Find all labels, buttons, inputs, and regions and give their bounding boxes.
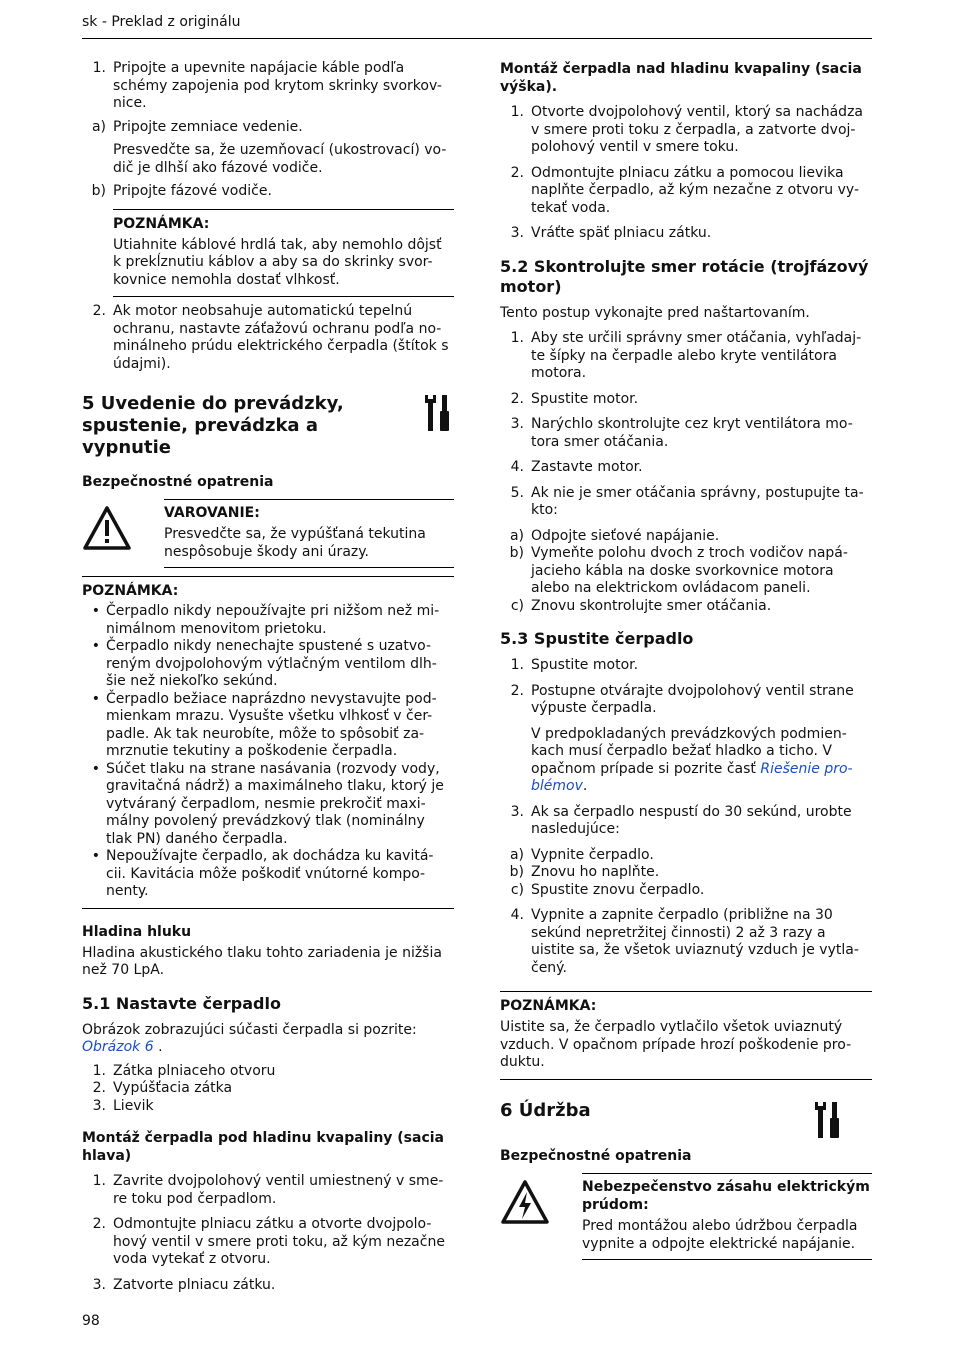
subheading: Hladina hluku [82,923,192,940]
list-item: b) Pripojte fázové vodiče. [91,183,272,199]
list-item: 1. Pripojte a upevnite napájacie káble podľa schémy zapojenia pod krytom skrinky svorkov- nice. [92,60,442,111]
right-column [500,60,872,1260]
list-item: 3. Ak sa čerpadlo nespustí do 30 sekúnd, urobte nasledujúce: [510,803,852,837]
warning-triangle-icon [82,499,164,568]
list-item: c) Znovu skontrolujte smer otáčania. [510,597,772,614]
list-item: b) Vymeňte polohu dvoch z troch vodičov napá- jacieho kábla na doske svorkovnice motora alebo na elektrickom ovládacom paneli. [509,545,848,596]
danger-title: Nebezpečenstvo zásahu elektrickým prúdom: [582,1179,870,1213]
section-title: 5.2 Skontrolujte smer rotácie (trojfázový motor) [500,256,869,296]
note-text: Uistite sa, že čerpadlo vytlačilo všetok uviaznutý vzduch. V opačnom prípade hrozí poškodenie pro- duktu. [500,1019,852,1070]
subheading: Bezpečnostné opatrenia [500,1148,692,1164]
subheading: Bezpečnostné opatrenia [82,474,274,490]
warning-title: VAROVANIE: [164,505,260,521]
bullet-item: • Čerpadlo nikdy nenechajte spustené s uzatvo- reným dvojpolohovým výtlačným ventilom dlh- šie než niekoľko sekúnd. [91,638,437,689]
section-title: 5.3 Spustite čerpadlo [500,629,694,648]
bullet-item: • Nepoužívajte čerpadlo, ak dochádza ku kavitá- cii. Kavitácia môže poškodiť vnútorné kompo- nenty. [91,848,434,899]
list-item: 1. Otvorte dvojpolohový ventil, ktorý sa nachádza v smere proti toku z čerpadla, a zatvorte dvoj- polohový ventil v smere toku. [510,104,863,155]
list-item: 3. Lievik [92,1097,154,1114]
paragraph: Obrázok zobrazujúci súčasti čerpadla si pozrite: Obrázok 6 . [82,1021,417,1055]
subheading: Montáž čerpadla pod hladinu kvapaliny (sacia hlava) [82,1130,445,1164]
note-box [82,576,454,909]
note-box [113,209,454,298]
list-item: 5. Ak nie je smer otáčania správny, postupujte ta- kto: [510,484,864,518]
list-item: a) Vypnite čerpadlo. [509,846,654,863]
tools-icon [812,1100,844,1146]
list-item: a) Pripojte zemniace vedenie. [91,118,303,135]
list-item: 4. Zastavte motor. [510,459,643,475]
list-item: 2. Odmontujte plniacu zátku a pomocou lievika naplňte čerpadlo, až kým nezačne z otvoru vy- tekať voda. [510,164,859,216]
list-item: 2. Spustite motor. [510,390,639,407]
paragraph: Hladina akustického tlaku tohto zariadenia je nižšia než 70 LpA. [82,944,442,978]
page-number: 98 [82,1313,100,1329]
paragraph: Tento postup vykonajte pred naštartovaním. [500,304,810,321]
danger-text: Pred montážou alebo údržbou čerpadla vypnite a odpojte elektrické napájanie. [582,1218,858,1252]
list-item: 3. Narýchlo skontrolujte cez kryt ventilátora mo- tora smer otáčania. [510,416,853,450]
warning-block [82,499,454,568]
electric-hazard-icon [500,1173,582,1260]
page-header: sk - Preklad z originálu [82,14,241,30]
list-item-detail: Presvedčte sa, že uzemňovací (ukostrovací) vo- dič je dlhší ako fázové vodiče. [113,142,447,176]
section-title: 5 Uvedenie do prevádzky, spustenie, prevádzka a vypnutie [82,393,344,458]
list-item: 1. Zátka plniaceho otvoru [92,1062,276,1079]
note-box [500,991,872,1080]
list-item: 4. Vypnite a zapnite čerpadlo (približne na 30 sekúnd nepretržitej činnosti) 2 až 3 razy a uistite sa, že všetok uviaznutý vzduch je vytla- čený. [510,907,859,976]
list-item: 2. Vypúšťacia zátka [92,1080,233,1096]
bullet-item: • Čerpadlo bežiace naprázdno nevystavujte pod- mienkam mrazu. Vysušte všetku vlhkosť v čer- padle. Ak tak neurobíte, môže to spôsobiť za- mrznutie tekutiny a poškodenie čerpadla. [91,690,437,759]
list-item: b) Znovu ho naplňte. [509,864,660,880]
list-item: 1. Zavrite dvojpolohový ventil umiestnený v sme- re toku pod čerpadlom. [92,1173,444,1207]
list-item: c) Spustite znovu čerpadlo. [510,881,705,898]
list-item: 3. Vráťte späť plniacu zátku. [510,225,712,241]
list-item: a) Odpojte sieťové napájanie. [509,527,720,544]
list-item: 2. Ak motor neobsahuje automatickú tepelnú ochranu, nastavte záťažovú ochranu podľa no- minálneho prúdu elektrického čerpadla (štítok s údajmi). [92,303,449,372]
danger-block [500,1173,872,1260]
list-item-detail: V predpokladaných prevádzkových podmien- kach musí čerpadlo bežať hladko a ticho. V opačnom prípade si pozrite časť Riešenie pro- blémov. [531,725,853,794]
list-item: 2. Odmontujte plniacu zátku a otvorte dvojpolo- hový ventil v smere proti toku, až kým nezačne voda vytekať z otvoru. [92,1216,445,1267]
section-5-heading [82,393,454,459]
list-item: 1. Aby ste určili správny smer otáčania, vyhľadaj- te šípky na čerpadle alebo kryte ventilátora motora. [510,330,862,381]
left-column [82,60,454,1294]
note-text: Utiahnite káblové hrdlá tak, aby nemohlo dôjsť k prekĺznutiu káblov a aby sa do skrinky svor- kovnice nemohla dostať vlhkosť. [113,236,442,288]
list-item: 1. Spustite motor. [510,657,639,673]
note-title: POZNÁMKA: [113,215,210,232]
note-title: POZNÁMKA: [500,998,597,1014]
list-item: 3. Zatvorte plniacu zátku. [92,1276,276,1293]
tools-icon [422,393,454,439]
section-6-heading [500,1100,872,1146]
subheading: Montáž čerpadla nad hladinu kvapaliny (sacia výška). [500,61,862,95]
bullet-item: • Súčet tlaku na strane nasávania (rozvody vody, gravitačná nádrž) a maximálneho tlaku, ktorý je vytváraný čerpadlom, nesmie prekročiť maxi- málny povolený prevádzkový tlak (nominálny tlak PN) daného čerpadla. [91,760,444,847]
warning-text: Presvedčte sa, že vypúšťaná tekutina nespôsobuje škody ani úrazy. [164,526,426,560]
danger-body [582,1173,872,1260]
header-rule [82,38,872,39]
bullet-item: • Čerpadlo nikdy nepoužívajte pri nižšom než mi- nimálnom menovitom prietoku. [91,603,440,637]
warning-body [164,499,454,568]
figure-link[interactable]: Obrázok 6 [82,1039,154,1055]
note-title: POZNÁMKA: [82,583,179,599]
section-title: 5.1 Nastavte čerpadlo [82,993,281,1013]
troubleshooting-link[interactable]: Riešenie pro- blémov [531,760,853,794]
section-title: 6 Údržba [500,1099,591,1121]
list-item: 2. Postupne otvárajte dvojpolohový ventil strane výpuste čerpadla. [510,682,854,716]
